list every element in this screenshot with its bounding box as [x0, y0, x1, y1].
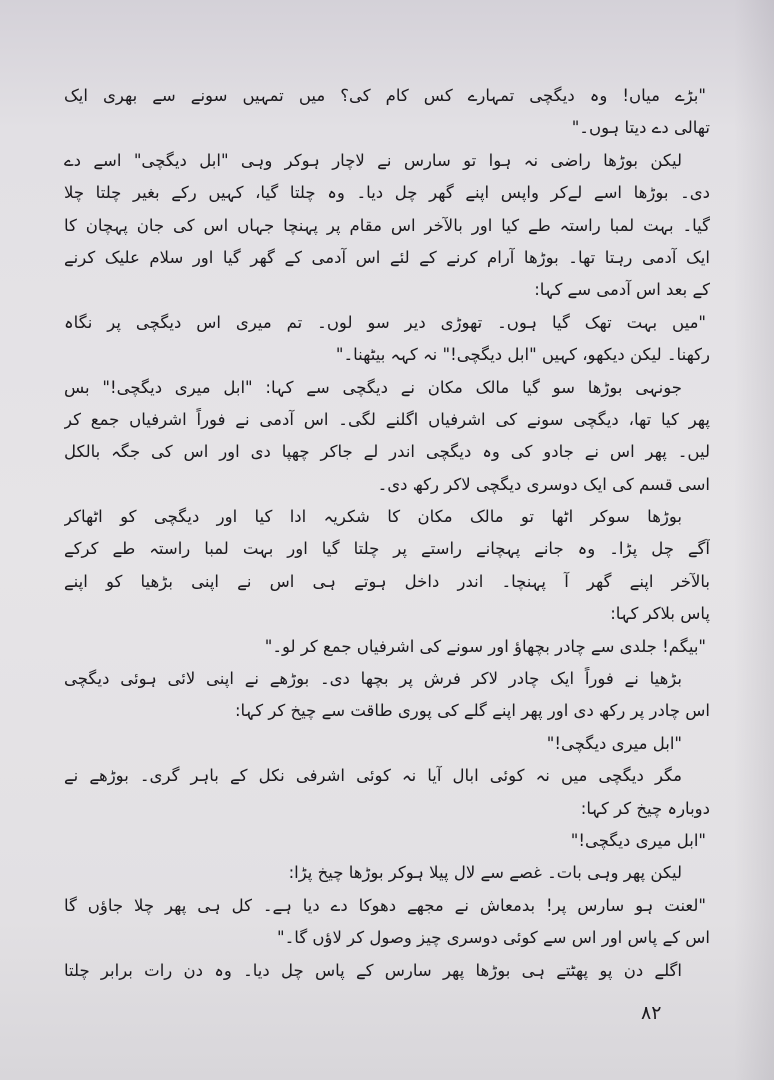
text-line: "بڑے میاں! وہ دیگچی تمہارے کس کام کی؟ میں تمہیں سونے سے بھری ایک [64, 86, 706, 105]
text-line: اسی قسم کی ایک دوسری دیگچی لاکر رکھ دی۔ [377, 474, 710, 494]
text-line: کے بعد اس آدمی سے کہا: [534, 280, 710, 300]
text-line: "بیگم! جلدی سے چادر بچھاؤ اور سونے کی اشرفیاں جمع کر لو۔" [264, 636, 706, 656]
text-line: لیکن پھر وہی بات۔ غصے سے لال پیلا ہوکر بوڑھا چیخ پڑا: [288, 863, 682, 883]
text-line: بڑھیا نے فوراً ایک چادر لاکر فرش پر بچھا دی۔ بوڑھے نے اپنی لائی ہوئی دیگچی [64, 669, 682, 689]
text-line: لیں۔ پھر اس نے جادو کی وہ دیگچی اندر لے جاکر چھپا دی اور اس کی جگہ بالکل [64, 442, 710, 462]
text-line: پاس بلاکر کہا: [610, 604, 710, 624]
text-line: لیکن بوڑھا راضی نہ ہوا تو سارس نے لاچار ہوکر وہی "ابل دیگچی" اسے دے [64, 150, 682, 170]
text-line: "لعنت ہو سارس پر! بدمعاش نے مجھے دھوکا دے دیا ہے۔ کل ہی پھر چلا جاؤں گا [64, 895, 706, 915]
page-text [64, 80, 710, 987]
text-line: دوبارہ چیخ کر کہا: [580, 798, 710, 818]
text-line: مگر دیگچی میں نہ کوئی ابال آیا نہ کوئی اشرفی نکل کے باہر گری۔ بوڑھے نے [64, 766, 682, 786]
text-line: پھر کیا تھا، دیگچی سونے کی اشرفیاں اگلنے لگی۔ اس آدمی نے فوراً اشرفیاں جمع کر [64, 409, 710, 429]
text-line: "ابل میری دیگچی!" [570, 830, 706, 850]
text-line: آگے چل پڑا۔ وہ جانے پہچانے راستے پر چلتا گیا اور بہت لمبا راستہ طے کرکے [64, 539, 710, 559]
text-line: جونہی بوڑھا سو گیا مالک مکان نے دیگچی سے کہا: "ابل میری دیگچی!" بس [64, 377, 682, 397]
text-line: "ابل میری دیگچی!" [546, 733, 682, 753]
text-line: اس کے پاس اور اس سے کوئی دوسری چیز وصول کر لاؤں گا۔" [277, 928, 710, 948]
text-line: بالآخر اپنے گھر آ پہنچا۔ اندر داخل ہوتے ہی اس نے اپنی بڑھیا کو اپنے [64, 571, 710, 591]
text-line: دی۔ بوڑھا اسے لےکر واپس اپنے گھر چل دیا۔ وہ چلتا گیا، کہیں رکے بغیر چلتا چلا [64, 183, 710, 203]
text-line: "میں بہت تھک گیا ہوں۔ تھوڑی دیر سو لوں۔ تم میری اس دیگچی پر نگاہ [64, 312, 706, 332]
text-line: اس چادر پر رکھ دی اور پھر اپنے گلے کی پوری طاقت سے چیخ کر کہا: [234, 701, 710, 721]
text-line: گیا۔ بہت لمبا راستہ طے کیا اور بالآخر اس مقام پر پہنچا جہاں اس کی جان پہچان کا [64, 215, 710, 235]
page-edge-shadow [734, 0, 774, 1080]
text-line: تھالی دے دیتا ہوں۔" [571, 118, 710, 138]
text-line: رکھنا۔ لیکن دیکھو، کہیں "ابل دیگچی!" نہ کہہ بیٹھنا۔" [335, 345, 710, 365]
text-line: اگلے دن پو پھٹتے ہی بوڑھا پھر سارس کے پاس چل دیا۔ وہ دن رات برابر چلتا [64, 960, 682, 980]
text-line: بوڑھا سوکر اٹھا تو مالک مکان کا شکریہ ادا کیا اور دیگچی کو اٹھاکر [64, 507, 682, 527]
page-number: ۸۲ [641, 1002, 662, 1024]
text-line: ایک آدمی رہتا تھا۔ بوڑھا آرام کرنے کے لئے اس آدمی کے گھر گیا اور سلام علیک کرنے [64, 247, 710, 267]
